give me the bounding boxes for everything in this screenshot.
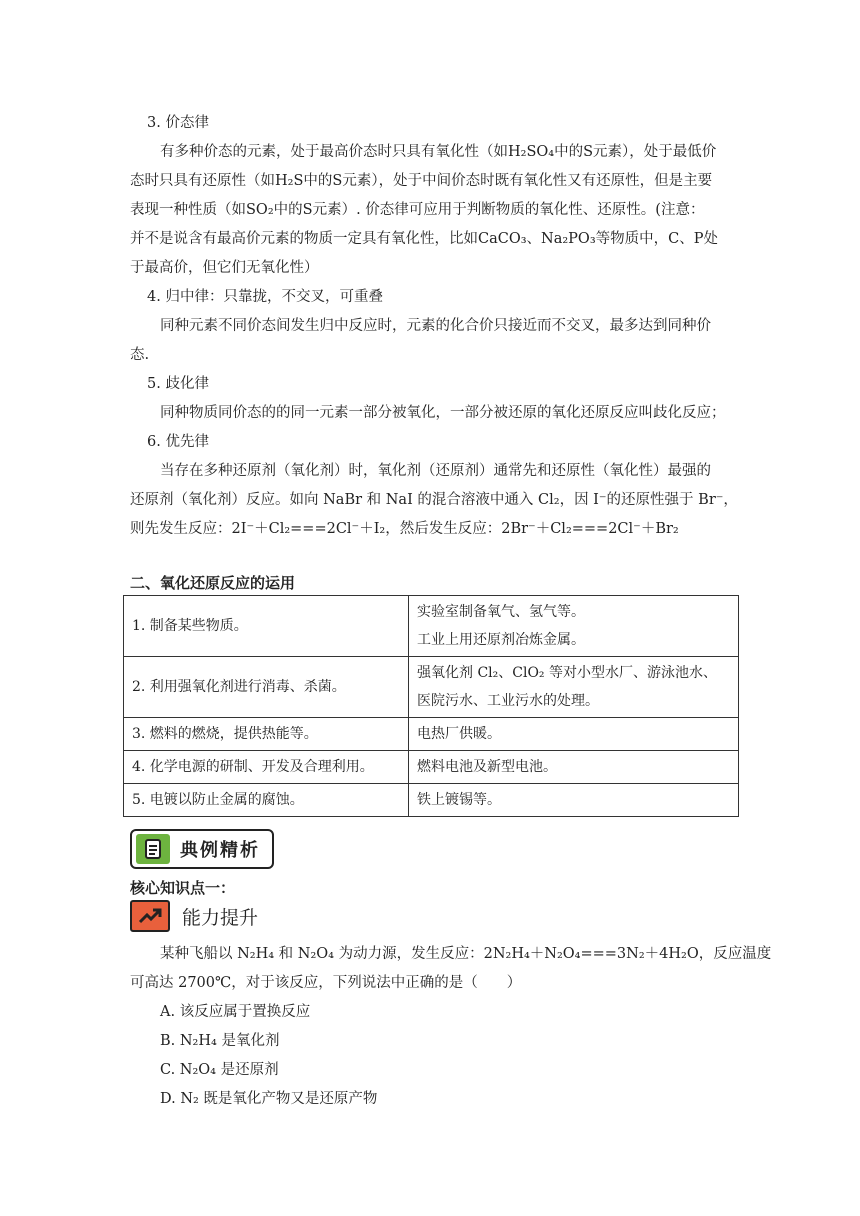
cell-line: 实验室制备氧气、氢气等。 xyxy=(417,604,585,620)
rule-5-title: 5. 歧化律 xyxy=(147,376,209,392)
option-d: D. N₂ 既是氧化产物又是还原产物 xyxy=(160,1091,378,1107)
rule-6-line-3: 则先发生反应：2I⁻＋Cl₂===2Cl⁻＋I₂，然后发生反应：2Br⁻＋Cl₂===2Cl⁻＋Br₂ xyxy=(130,521,679,537)
ability-header xyxy=(130,900,258,932)
trend-up-icon xyxy=(130,900,170,932)
rule-6-title: 6. 优先律 xyxy=(147,434,209,450)
table-cell-left: 4. 化学电源的研制、开发及合理利用。 xyxy=(124,751,409,784)
rule-3-line-4: 并不是说含有最高价元素的物质一定具有氧化性，比如CaCO₃、Na₂PO₃等物质中，C、P处 xyxy=(130,231,718,247)
rule-4-line-1: 同种元素不同价态间发生归中反应时，元素的化合价只接近而不交叉，最多达到同种价 xyxy=(160,318,711,334)
rule-6-line-2: 还原剂（氧化剂）反应。如向 NaBr 和 NaI 的混合溶液中通入 Cl₂，因 I⁻的还原性强于 Br⁻， xyxy=(130,492,738,508)
key-point-title: 核心知识点一： xyxy=(130,879,236,897)
table-cell-right xyxy=(409,596,739,657)
document-icon xyxy=(136,834,170,864)
table-cell-left: 2. 利用强氧化剂进行消毒、杀菌。 xyxy=(124,657,409,718)
table-row xyxy=(124,718,739,751)
question-line-1: 某种飞船以 N₂H₄ 和 N₂O₄ 为动力源，发生反应：2N₂H₄＋N₂O₄===3N₂＋4H₂O，反应温度 xyxy=(160,946,772,962)
question-line-2: 可高达 2700℃，对于该反应，下列说法中正确的是（ ） xyxy=(130,975,522,991)
application-table xyxy=(123,595,739,817)
table-row xyxy=(124,784,739,817)
rule-3-title: 3. 价态律 xyxy=(147,115,209,131)
table-cell-left: 5. 电镀以防止金属的腐蚀。 xyxy=(124,784,409,817)
rule-5-line-1: 同种物质同价态的的同一元素一部分被氧化，一部分被还原的氧化还原反应叫歧化反应； xyxy=(160,405,726,421)
cell-line: 医院污水、工业污水的处理。 xyxy=(417,693,599,709)
ability-label: 能力提升 xyxy=(182,906,259,929)
rule-4-title: 4. 归中律：只靠拢，不交叉，可重叠 xyxy=(147,289,383,305)
cell-line: 强氧化剂 Cl₂、ClO₂ 等对小型水厂、游泳池水、 xyxy=(417,665,717,681)
table-cell-right: 燃料电池及新型电池。 xyxy=(409,751,739,784)
section-2-title: 二、氧化还原反应的运用 xyxy=(130,574,296,592)
badge-label: 典例精析 xyxy=(180,840,260,861)
table-row xyxy=(124,751,739,784)
example-badge xyxy=(130,829,274,869)
option-c: C. N₂O₄ 是还原剂 xyxy=(160,1062,279,1078)
table-row xyxy=(124,657,739,718)
table-cell-left: 1. 制备某些物质。 xyxy=(124,596,409,657)
option-b: B. N₂H₄ 是氧化剂 xyxy=(160,1033,280,1049)
rule-3-line-3: 表现一种性质（如SO₂中的S元素）. 价态律可应用于判断物质的氧化性、还原性。(注意： xyxy=(130,202,705,218)
cell-line: 工业上用还原剂冶炼金属。 xyxy=(417,632,585,648)
option-a: A. 该反应属于置换反应 xyxy=(160,1004,311,1020)
table-cell-right: 电热厂供暖。 xyxy=(409,718,739,751)
rule-6-line-1: 当存在多种还原剂（氧化剂）时，氧化剂（还原剂）通常先和还原性（氧化性）最强的 xyxy=(160,463,711,479)
rule-3-line-1: 有多种价态的元素，处于最高价态时只具有氧化性（如H₂SO₄中的S元素），处于最低价 xyxy=(160,144,717,160)
table-cell-right: 铁上镀锡等。 xyxy=(409,784,739,817)
table-row xyxy=(124,596,739,657)
table-cell-right xyxy=(409,657,739,718)
rule-3-line-2: 态时只具有还原性（如H₂S中的S元素），处于中间价态时既有氧化性又有还原性，但是主要 xyxy=(130,173,713,189)
table-cell-left: 3. 燃料的燃烧，提供热能等。 xyxy=(124,718,409,751)
rule-4-line-2: 态. xyxy=(130,347,150,363)
rule-3-line-5: 于最高价，但它们无氧化性） xyxy=(130,260,319,276)
